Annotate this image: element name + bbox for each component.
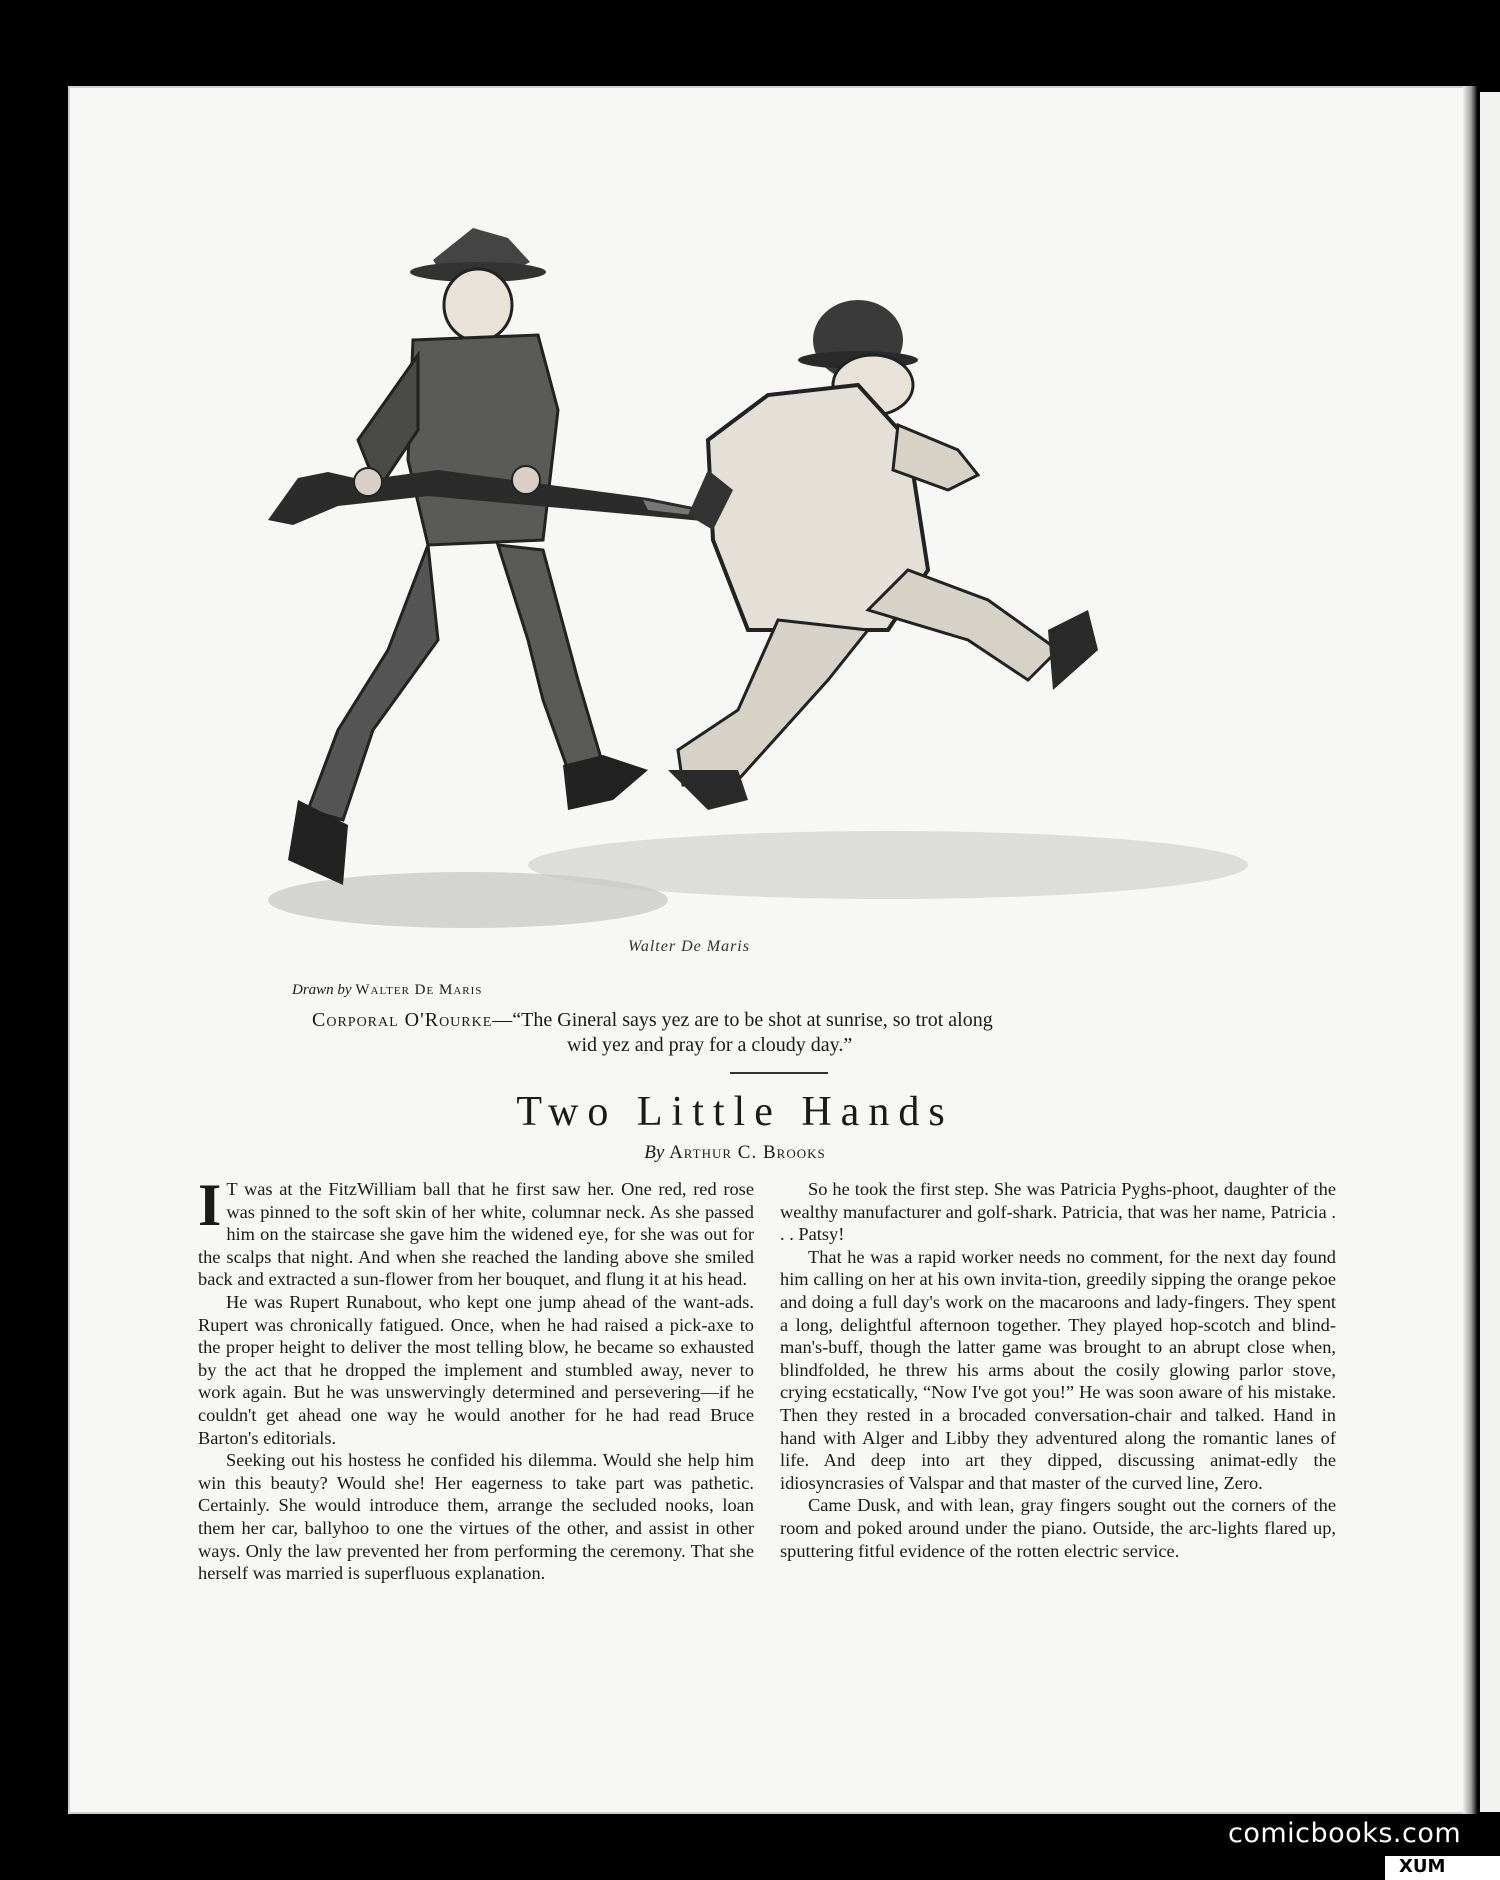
paragraph: Came Dusk, and with lean, gray fingers sought out the corners of the room and poked around under the piano. Outside, the arc-lights flared up, sputtering fitful evidence of the rotten electric service. <box>780 1495 1336 1561</box>
artist-signature: Walter De Maris <box>628 938 750 955</box>
credit-artist: Walter De Maris <box>355 982 483 998</box>
illustration-credit <box>292 982 482 999</box>
caption-line-1: —“The Gineral says yez are to be shot at sunrise, so trot along <box>492 1009 993 1031</box>
caption-speaker: Corporal O'Rourke <box>312 1009 493 1031</box>
watermark-text: comicbooks.com <box>1228 1818 1462 1849</box>
paragraph: I T was at the FitzWilliam ball that he first saw her. One red, red rose was pinned to the soft skin of her white, columnar neck. As she passed him on the staircase she gave him the widened eye, for she was out for the scalps that night. And when she reached the landing above she smiled back and extracted a sun-flower from her bouquet, and flung it at his head. <box>198 1172 754 1290</box>
divider-rule <box>730 1072 828 1074</box>
story-title: Two Little Hands <box>516 1089 954 1135</box>
story-byline <box>500 1142 970 1164</box>
caption-line-2: wid yez and pray for a cloudy day.” <box>567 1034 853 1056</box>
paragraph: He was Rupert Runabout, who kept one jump ahead of the want-ads. Rupert was chronically fatigued. Once, when he had raised a pick-axe to the proper height to deliver the most telling blow, he became so exhausted by the act that he dropped the implement and stumbled away, never to work again. But he was unswervingly determined and persevering—if he couldn't get ahead one way he would another for he had read Bruce Barton's editorials. <box>198 1291 754 1448</box>
illustration-soldier-and-prisoner <box>268 210 1288 970</box>
source-tag: XUM <box>1385 1856 1500 1880</box>
illustration-caption <box>312 1008 1232 1058</box>
paragraph: So he took the first step. She was Patricia Pyghs-phoot, daughter of the wealthy manufacturer and golf-shark. Patricia, that was her name, Patricia . . . Patsy! <box>780 1179 1336 1245</box>
page-spine <box>1463 86 1477 1814</box>
byline-prefix: By <box>644 1142 665 1163</box>
text-column-left <box>198 1172 754 1585</box>
next-page-edge <box>1480 92 1500 1812</box>
prisoner-figure <box>668 300 1098 810</box>
paragraph: That he was a rapid worker needs no comment, for the next day found him calling on her at his own invita-tion, greedily sipping the orange pekoe and doing a full day's work on the macaroons and lady-fingers. They spent a long, delightful afternoon together. They played hop-scotch and blind-man's-buff, though the latter game was brought to an abrupt close when, blindfolded, he threw his arms about the cosily glowing parlor stove, crying ecstatically, “Now I've got you!” He was soon aware of his mistake. Then they rested in a brocaded conversation-chair and talked. Hand in hand with Alger and Libby they adventured along the romantic lanes of life. And deep into art they dipped, discussing animat-edly the idiosyncrasies of Valspar and that master of the curved line, Zero. <box>780 1246 1336 1493</box>
soldier-figure <box>288 228 648 885</box>
drop-cap: I <box>198 1172 222 1238</box>
credit-prefix: Drawn by <box>292 982 352 998</box>
paragraph: Seeking out his hostess he confided his dilemma. Would she help him win this beauty? Would she! Her eagerness to take part was pathetic. Certainly. She would introduce them, arrange the secluded nooks, loan them her car, ballyhoo to one the virtues of the other, and assist in other ways. Only the law prevented her from performing the ceremony. That she herself was married is superfluous explanation. <box>198 1450 754 1584</box>
byline-author: Arthur C. Brooks <box>669 1142 826 1163</box>
text-column-right <box>780 1178 1336 1562</box>
